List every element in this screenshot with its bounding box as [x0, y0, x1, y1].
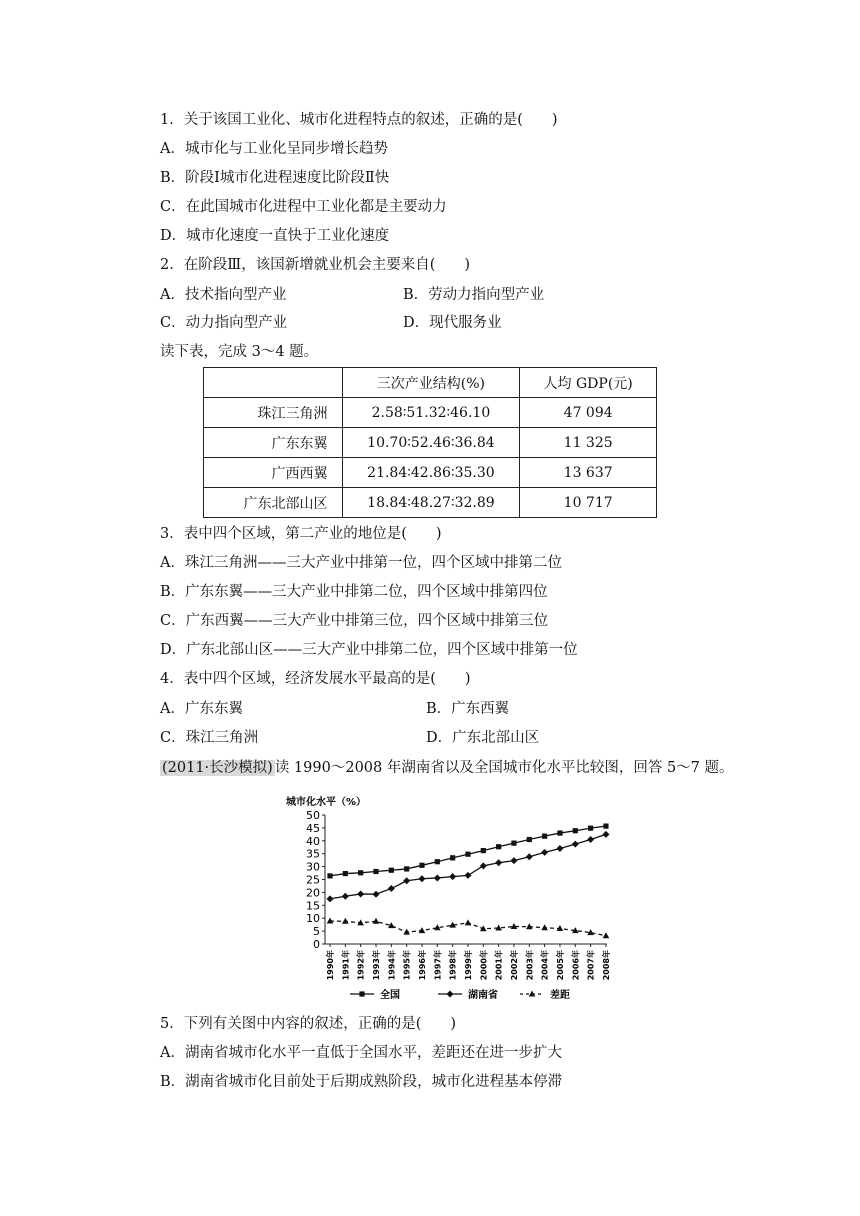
chart-intro	[160, 758, 734, 778]
data-point	[496, 844, 501, 849]
data-point	[435, 859, 440, 864]
option-c: C．在此国城市化进程中工业化都是主要动力	[160, 199, 447, 215]
y-tick-label: 40	[306, 834, 320, 848]
x-tick-label: 2000年	[479, 950, 489, 981]
x-tick-label: 1994年	[387, 950, 397, 981]
data-point	[418, 875, 425, 882]
gdp-cell: 47 094	[520, 398, 657, 428]
table-header-cell: 人均 GDP(元)	[520, 368, 657, 398]
data-point	[342, 918, 349, 924]
question-stem: 1．关于该国工业化、城市化进程特点的叙述，正确的是( )	[160, 112, 558, 128]
y-tick-label: 20	[306, 886, 320, 900]
legend-marker	[447, 991, 454, 998]
table-row	[204, 488, 657, 518]
structure-cell: 2.58∶51.32∶46.10	[342, 398, 520, 428]
data-point	[603, 932, 610, 938]
region-cell: 广东北部山区	[204, 488, 343, 518]
option-b: B．劳动力指向型产业	[403, 287, 545, 303]
legend-marker	[359, 991, 364, 996]
data-point	[357, 890, 364, 897]
x-tick-label: 2005年	[555, 950, 565, 981]
y-tick-label: 35	[306, 847, 320, 861]
data-point	[481, 848, 486, 853]
x-tick-label: 1995年	[402, 950, 412, 981]
option-c: C．珠江三角洲	[160, 730, 259, 746]
y-tick-label: 5	[313, 925, 320, 939]
question-stem: 5．下列有关图中内容的叙述，正确的是( )	[160, 1016, 457, 1032]
table-header-cell: 三次产业结构(%)	[342, 368, 520, 398]
data-point	[327, 873, 332, 878]
x-tick-label: 2003年	[525, 950, 535, 981]
option-b: B．阶段Ⅰ城市化进程速度比阶段Ⅱ快	[160, 170, 390, 186]
option-a: A．广东东翼	[160, 701, 243, 717]
data-point	[557, 830, 562, 835]
region-cell: 珠江三角洲	[204, 398, 343, 428]
legend-label: 全国	[380, 990, 400, 1001]
data-point	[403, 877, 410, 884]
gdp-cell: 13 637	[520, 458, 657, 488]
table-intro: 读下表，完成 3～4 题。	[160, 344, 319, 360]
table-header-cell	[204, 368, 343, 398]
data-point	[573, 828, 578, 833]
gdp-cell: 10 717	[520, 488, 657, 518]
data-point	[542, 834, 547, 839]
urbanization-chart	[280, 790, 620, 1006]
data-point	[511, 841, 516, 846]
x-tick-label: 2002年	[509, 950, 519, 981]
data-point	[495, 859, 502, 866]
structure-cell: 18.84∶48.27∶32.89	[342, 488, 520, 518]
data-point	[358, 870, 363, 875]
data-point	[480, 862, 487, 869]
data-point	[527, 837, 532, 842]
x-tick-label: 1990年	[326, 950, 335, 981]
y-tick-label: 15	[306, 899, 320, 913]
data-point	[541, 849, 548, 856]
data-point	[342, 893, 349, 900]
data-point	[403, 929, 410, 935]
x-tick-label: 1992年	[356, 950, 366, 981]
y-tick-label: 25	[306, 873, 320, 887]
x-tick-label: 1997年	[433, 950, 443, 981]
chart-intro-text: 读 1990～2008 年湖南省以及全国城市化水平比较图，回答 5～7 题。	[274, 760, 734, 776]
series-line-1	[330, 834, 606, 899]
y-tick-label: 30	[306, 860, 320, 874]
data-point	[343, 871, 348, 876]
y-tick-label: 50	[306, 809, 320, 822]
data-point	[526, 853, 533, 860]
x-tick-label: 2004年	[540, 950, 550, 981]
data-point	[526, 923, 533, 929]
data-point	[327, 895, 334, 902]
option-b: B．湖南省城市化目前处于后期成熟阶段，城市化进程基本停滞	[160, 1074, 563, 1090]
legend-label: 湖南省	[468, 990, 498, 1001]
gdp-cell: 11 325	[520, 428, 657, 458]
data-point	[373, 869, 378, 874]
data-point	[572, 841, 579, 848]
data-point	[465, 852, 470, 857]
structure-cell: 10.70∶52.46∶36.84	[342, 428, 520, 458]
option-b: B．广东西翼	[426, 701, 510, 717]
data-point	[373, 918, 380, 924]
region-cell: 广西西翼	[204, 458, 343, 488]
table-row	[204, 398, 657, 428]
data-point	[602, 831, 609, 838]
data-point	[449, 873, 456, 880]
x-tick-label: 2007年	[586, 950, 596, 981]
data-point	[510, 857, 517, 864]
option-d: D．城市化速度一直快于工业化速度	[160, 228, 390, 244]
source-tag: (2011·长沙模拟)	[162, 760, 273, 776]
option-a: A．湖南省城市化水平一直低于全国水平，差距还在进一步扩大	[160, 1045, 562, 1061]
x-tick-label: 1996年	[417, 950, 427, 981]
table-row	[204, 428, 657, 458]
y-tick-label: 10	[306, 912, 320, 926]
x-tick-label: 1993年	[371, 950, 381, 981]
data-point	[465, 919, 472, 925]
x-tick-label: 2008年	[601, 950, 611, 981]
option-c: C．广东西翼——三大产业中排第三位，四个区域中排第三位	[160, 613, 549, 629]
x-tick-label: 2001年	[494, 950, 504, 981]
x-tick-label: 1998年	[448, 950, 458, 981]
structure-cell: 21.84∶42.86∶35.30	[342, 458, 520, 488]
option-d: D．广东北部山区	[426, 730, 540, 746]
question-stem: 2．在阶段Ⅲ，该国新增就业机会主要来自( )	[160, 257, 471, 273]
table-row	[204, 458, 657, 488]
data-point	[464, 872, 471, 879]
data-point	[372, 891, 379, 898]
option-d: D．广东北部山区——三大产业中排第二位，四个区域中排第一位	[160, 642, 578, 658]
data-point	[556, 845, 563, 852]
table-header-row	[204, 368, 657, 398]
legend-label: 差距	[550, 990, 570, 1001]
data-point	[588, 826, 593, 831]
x-tick-label: 1999年	[463, 950, 473, 981]
option-c: C．动力指向型产业	[160, 315, 288, 331]
option-a: A．城市化与工业化呈同步增长趋势	[160, 141, 388, 157]
option-a: A．珠江三角洲——三大产业中排第一位，四个区域中排第二位	[160, 555, 562, 571]
question-stem: 4．表中四个区域，经济发展水平最高的是( )	[160, 671, 471, 687]
x-tick-label: 1991年	[341, 950, 351, 981]
y-tick-label: 45	[306, 821, 320, 835]
series-line-0	[330, 826, 606, 876]
data-point	[434, 874, 441, 881]
data-point	[388, 885, 395, 892]
data-point	[419, 863, 424, 868]
y-tick-label: 0	[313, 938, 320, 951]
data-point	[404, 866, 409, 871]
question-stem: 3．表中四个区域，第二产业的地位是( )	[160, 526, 442, 542]
data-point	[389, 868, 394, 873]
data-point	[450, 855, 455, 860]
option-a: A．技术指向型产业	[160, 287, 287, 303]
x-tick-label: 2006年	[571, 950, 581, 981]
option-d: D．现代服务业	[403, 315, 502, 331]
data-point	[587, 836, 594, 843]
data-point	[419, 927, 426, 933]
option-b: B．广东东翼——三大产业中排第二位，四个区域中排第四位	[160, 584, 548, 600]
industry-table	[203, 367, 657, 518]
data-point	[603, 823, 608, 828]
region-cell: 广东东翼	[204, 428, 343, 458]
y-axis-label: 城市化水平（%）	[286, 797, 367, 808]
